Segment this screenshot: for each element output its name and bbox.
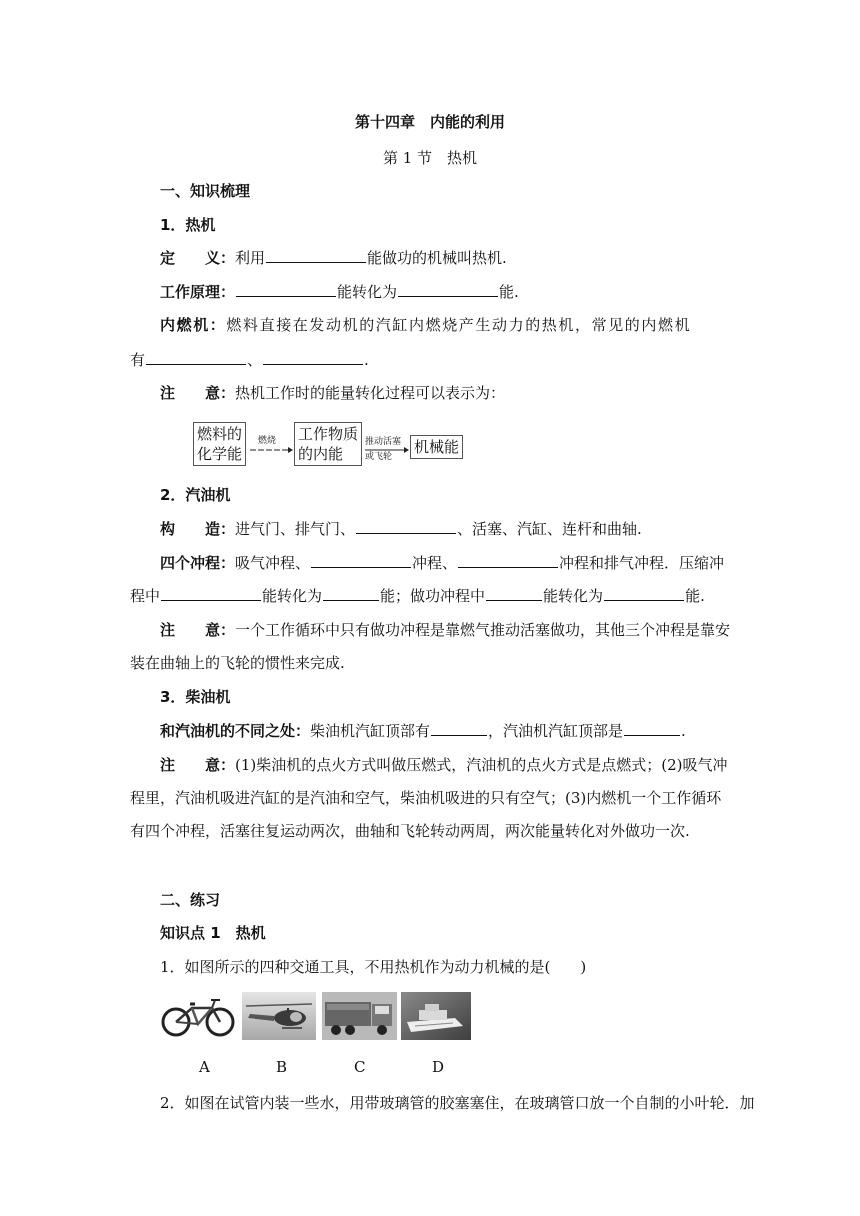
ice-end: . <box>364 351 369 369</box>
compression-blank-1[interactable] <box>161 585 261 601</box>
definition-blank[interactable] <box>266 247 366 263</box>
principle-mid: 能转化为 <box>337 283 398 301</box>
ice-blank-1[interactable] <box>146 349 246 365</box>
helicopter-image <box>242 992 316 1040</box>
q1-option-a[interactable]: A <box>199 1058 210 1076</box>
note3-line <box>160 755 728 775</box>
note3-text-3: 有四个冲程，活塞往复运动两次，曲轴和飞轮转动两周，两次能量转化对外做功一次. <box>130 822 690 840</box>
principle-blank-1[interactable] <box>236 281 336 297</box>
note3-label: 注 意： <box>160 756 236 774</box>
power-blank-2[interactable] <box>604 585 684 601</box>
power-blank-1[interactable] <box>486 585 542 601</box>
diff-label: 和汽油机的不同之处： <box>160 722 311 740</box>
structure-label: 构 造： <box>160 520 236 538</box>
truck-image <box>322 992 397 1040</box>
strokes-mid2: 冲程和排气冲程．压缩冲 <box>559 554 725 572</box>
definition-label: 定 义： <box>160 249 236 267</box>
ice-line <box>160 315 691 335</box>
q1-text: 1．如图所示的四种交通工具，不用热机作为动力机械的是( ) <box>160 958 587 976</box>
diff-b: ，汽油机汽缸顶部是 <box>488 722 624 740</box>
strokes-label: 四个冲程： <box>160 554 236 572</box>
note2-line <box>160 620 730 640</box>
note2-text-1: 一个工作循环中只有做功冲程是靠燃气推动活塞做功，其他三个冲程是靠安 <box>235 621 731 639</box>
principle-end: 能. <box>499 283 519 301</box>
ice-sep: 、 <box>247 351 263 369</box>
strokes-line2-b: 能；做功冲程中 <box>380 587 486 605</box>
structure-blank[interactable] <box>356 518 456 534</box>
part2-heading: 二、练习 <box>160 891 221 909</box>
flow-arrow2-label2: 或飞轮 <box>365 452 393 462</box>
ice-line2 <box>130 349 369 370</box>
flow-box2-line1: 工作物质 <box>298 425 359 443</box>
flow-arrow1-label: 燃烧 <box>258 436 277 446</box>
diff-line <box>160 720 686 741</box>
flow-arrow2-icon <box>364 445 410 455</box>
knowledge-point: 知识点 1 热机 <box>160 924 266 942</box>
structure-post: 、活塞、汽缸、连杆和曲轴. <box>457 520 642 538</box>
ice-text: 燃料直接在发动机的汽缸内燃烧产生动力的热机，常见的内燃机 <box>226 316 692 334</box>
q1-option-c[interactable]: C <box>354 1058 366 1076</box>
flow-box1-line2: 化学能 <box>197 445 243 463</box>
note2-label: 注 意： <box>160 621 236 639</box>
part1-heading: 一、知识梳理 <box>160 182 251 200</box>
strokes-line2-end: 能. <box>685 587 705 605</box>
note1-label: 注 意： <box>160 384 236 402</box>
heat-engine-heading: 1．热机 <box>160 216 216 234</box>
bicycle-image <box>160 992 236 1040</box>
ice-blank-2[interactable] <box>263 349 363 365</box>
strokes-line <box>160 552 724 573</box>
principle-label: 工作原理： <box>160 283 236 301</box>
ship-image <box>401 992 471 1040</box>
flow-box2-line2: 的内能 <box>298 445 344 463</box>
note1-line <box>160 383 505 403</box>
compression-blank-2[interactable] <box>323 585 379 601</box>
diff-end: . <box>681 722 686 740</box>
definition-post: 能做功的机械叫热机. <box>367 249 507 267</box>
note3-text-1: (1)柴油机的点火方式叫做压燃式，汽油机的点火方式是点燃式；(2)吸气冲 <box>235 756 728 774</box>
principle-line <box>160 281 519 302</box>
note3-text-2: 程里，汽油机吸进汽缸的是汽油和空气，柴油机吸进的只有空气；(3)内燃机一个工作循环 <box>130 789 722 807</box>
strokes-line2-a: 能转化为 <box>262 587 323 605</box>
ice-label: 内燃机： <box>160 316 227 334</box>
structure-line <box>160 518 642 539</box>
strokes-mid1: 冲程、 <box>412 554 458 572</box>
flow-arrow1-icon <box>248 445 294 455</box>
diff-a: 柴油机汽缸顶部有 <box>310 722 431 740</box>
q1-option-d[interactable]: D <box>432 1058 445 1076</box>
definition-line <box>160 247 507 268</box>
strokes-line2-c: 能转化为 <box>543 587 604 605</box>
strokes-line2-pre: 程中 <box>130 587 161 605</box>
flow-box-internal <box>294 422 362 466</box>
note1-text: 热机工作时的能量转化过程可以表示为： <box>235 384 506 402</box>
q2-text: 2．如图在试管内装一些水，用带玻璃管的胶塞塞住，在玻璃管口放一个自制的小叶轮．加 <box>160 1094 755 1112</box>
diesel-blank-1[interactable] <box>431 720 487 736</box>
principle-blank-2[interactable] <box>398 281 498 297</box>
flow-arrow2-label1: 推动活塞 <box>365 437 402 447</box>
strokes-blank-2[interactable] <box>458 552 558 568</box>
flow-box1-line1: 燃料的 <box>197 425 243 443</box>
chapter-title: 第十四章 内能的利用 <box>354 113 505 131</box>
q1-option-b[interactable]: B <box>276 1058 288 1076</box>
definition-pre: 利用 <box>235 249 266 267</box>
section-title: 第 1 节 热机 <box>382 149 478 167</box>
flow-box-chemical <box>193 422 246 466</box>
ice-line2-pre: 有 <box>130 351 146 369</box>
strokes-blank-1[interactable] <box>311 552 411 568</box>
diesel-blank-2[interactable] <box>624 720 680 736</box>
flow-box-mechanical: 机械能 <box>410 435 463 459</box>
strokes-pre: 吸气冲程、 <box>235 554 311 572</box>
structure-pre: 进气门、排气门、 <box>235 520 356 538</box>
strokes-line2 <box>130 585 705 606</box>
note2-text-2: 装在曲轴上的飞轮的惯性来完成. <box>130 654 345 672</box>
gasoline-heading: 2．汽油机 <box>160 486 231 504</box>
diesel-heading: 3．柴油机 <box>160 688 231 706</box>
